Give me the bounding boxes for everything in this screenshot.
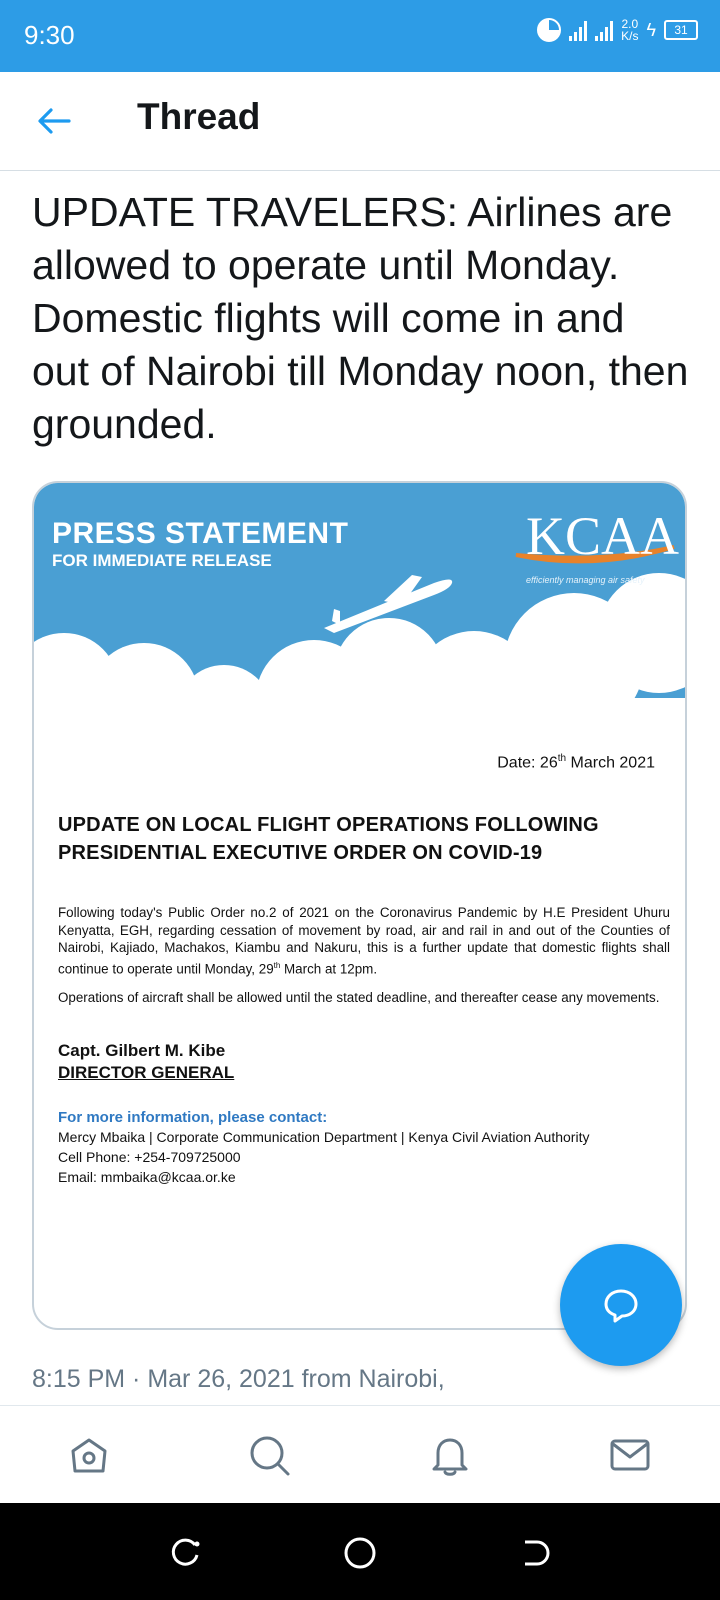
contact-email: Email: mmbaika@kcaa.or.ke: [58, 1169, 236, 1185]
press-subtitle: FOR IMMEDIATE RELEASE: [52, 551, 272, 570]
nav-home[interactable]: [62, 1428, 116, 1482]
kcaa-tagline: efficiently managing air safety: [526, 575, 645, 585]
mail-icon: [608, 1433, 652, 1477]
page-title: Thread: [137, 96, 261, 137]
signal-icon: [569, 19, 587, 41]
nav-notifications[interactable]: [423, 1428, 477, 1482]
status-icons: [537, 18, 698, 42]
back-button[interactable]: [28, 98, 80, 144]
recents-button[interactable]: [165, 1533, 205, 1573]
document-heading: UPDATE ON LOCAL FLIGHT OPERATIONS FOLLOWING PRESIDENTIAL EXECUTIVE ORDER ON COVID-19: [58, 814, 599, 864]
document-paragraph-2: Operations of aircraft shall be allowed until the stated deadline, and thereafter cease any movements.: [58, 990, 660, 1005]
back-icon: [517, 1535, 553, 1571]
network-speed: [621, 18, 638, 42]
home-circle-icon: [342, 1535, 378, 1571]
recents-icon: [167, 1535, 203, 1571]
tweet-text: UPDATE TRAVELERS: Airlines are allowed to operate until Monday. Domestic flights will come in and out of Nairobi till Monday noon, then grounded.: [32, 189, 689, 447]
contact-line: Mercy Mbaika | Corporate Communication Department | Kenya Civil Aviation Authority: [58, 1129, 590, 1145]
signal-4g-icon: [595, 19, 613, 41]
search-icon: [247, 1433, 291, 1477]
status-bar: [0, 0, 720, 72]
home-system-button[interactable]: [340, 1533, 380, 1573]
tweet-media-image[interactable]: [32, 481, 687, 1330]
back-system-button[interactable]: [515, 1533, 555, 1573]
reply-fab-button[interactable]: [560, 1244, 682, 1366]
status-time: 9:30: [24, 20, 75, 50]
top-app-bar: [0, 72, 720, 171]
network-speed-value: 2.0: [621, 17, 639, 31]
charging-icon: ϟ: [646, 19, 656, 40]
data-saver-icon: [537, 18, 561, 42]
bottom-navigation: [0, 1405, 720, 1504]
home-icon: [67, 1433, 111, 1477]
nav-search[interactable]: [242, 1428, 296, 1482]
tweet-timestamp: 8:15 PM · Mar 26, 2021 from Nairobi,: [32, 1365, 445, 1393]
contact-phone: Cell Phone: +254-709725000: [58, 1149, 241, 1165]
signatory-name: Capt. Gilbert M. Kibe: [58, 1041, 226, 1060]
kcaa-logo: KCAA: [526, 506, 680, 566]
network-speed-unit: K/s: [621, 29, 639, 43]
document-paragraph-1: Following today's Public Order no.2 of 2021 on the Coronavirus Pandemic by H.E President Uhuru Kenyatta, EGH, regarding cessation of movement by road, air and rail in and out of the Counties of Nairobi, Kajiado, Machakos, Kiambu and Nakuru, this is a further update that domestic flights shall continue to operate until Monday, 29th March at 12pm.: [58, 905, 670, 976]
battery-icon: 31: [664, 20, 698, 40]
press-title: PRESS STATEMENT: [52, 517, 349, 550]
contact-heading: For more information, please contact:: [58, 1109, 328, 1126]
arrow-left-icon: [37, 107, 71, 135]
signatory-title: DIRECTOR GENERAL: [58, 1063, 235, 1082]
system-navigation-bar: [0, 1503, 720, 1600]
bell-icon: [428, 1433, 472, 1477]
nav-messages[interactable]: [603, 1428, 657, 1482]
reply-bubble-icon: [601, 1285, 641, 1325]
document-date: Date: 26th March 2021: [497, 753, 655, 772]
